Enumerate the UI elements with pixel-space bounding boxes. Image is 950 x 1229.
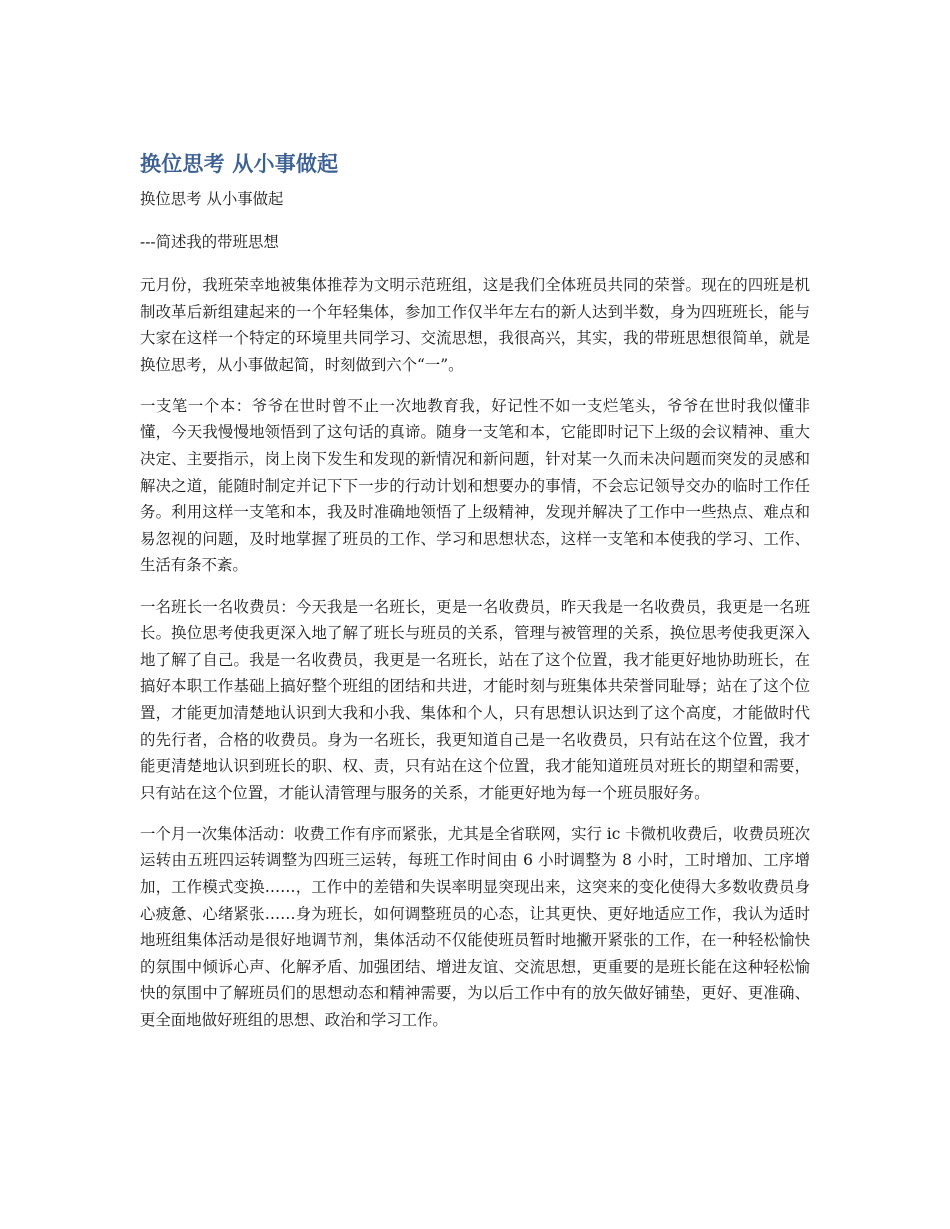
paragraph-intro: 元月份，我班荣幸地被集体推荐为文明示范班组，这是我们全体班员共同的荣誉。现在的四班是机制改革后新组建起来的一个年轻集体，参加工作仅半年左右的新人达到半数，身为四班班长，能与大家在这样一个特定的环境里共同学习、交流思想，我很高兴，其实，我的带班思想很简单，就是换位思考，从小事做起简，时刻做到六个“一”。: [140, 276, 810, 374]
document-subtitle: 换位思考 从小事做起: [140, 190, 284, 208]
paragraph-monthly-activity: 一个月一次集体活动：收费工作有序而紧张，尤其是全省联网，实行 ic 卡微机收费后，收费员班次运转由五班四运转调整为四班三运转，每班工作时间由 6 小时调整为 8 小时，工时增加、工序增加，工作模式变换……，工作中的差错和失误率明显突现出来，这突来的变化使得大多数收费员身心疲惫、心绪紧张……身为班长，如何调整班员的心态，让其更快、更好地适应工作，我认为适时地班组集体活动是很好地调节剂，集体活动不仅能使班员暂时地撇开紧张的工作，在一种轻松愉快的氛围中倾诉心声、化解矛盾、加强团结、增进友谊、交流思想，更重要的是班长能在这种轻松愉快的氛围中了解班员们的思想动态和精神需要，为以后工作中有的放矢做好铺垫，更好、更准确、更全面地做好班组的思想、政治和学习工作。: [140, 824, 810, 1029]
document-title: 换位思考 从小事做起: [140, 152, 339, 176]
paragraph-monitor-and-collector: 一名班长一名收费员：今天我是一名班长，更是一名收费员，昨天我是一名收费员，我更是一名班长。换位思考使我更深入地了解了班长与班员的关系，管理与被管理的关系，换位思考使我更深入地了解了自己。我是一名收费员，我更是一名班长，站在了这个位置，我才能更好地协助班长，在搞好本职工作基础上搞好整个班组的团结和共进，才能时刻与班集体共荣誉同耻辱；站在了这个位置，才能更加清楚地认识到大我和小我、集体和个人，只有思想认识达到了这个高度，才能做时代的先行者，合格的收费员。身为一名班长，我更知道自己是一名收费员，只有站在这个位置，我才能更清楚地认识到班长的职、权、责，只有站在这个位置，我才能知道班员对班长的期望和需要，只有站在这个位置，才能认清管理与服务的关系，才能更好地为每一个班员服好务。: [140, 597, 810, 802]
paragraph-pen-and-notebook: 一支笔一个本：爷爷在世时曾不止一次地教育我，好记性不如一支烂笔头，爷爷在世时我似懂非懂，今天我慢慢地领悟到了这句话的真谛。随身一支笔和本，它能即时记下上级的会议精神、重大决定、主要指示，岗上岗下发生和发现的新情况和新问题，针对某一久而未决问题而突发的灵感和解决之道，能随时制定并记下下一步的行动计划和想要办的事情，不会忘记领导交办的临时工作任务。利用这样一支笔和本，我及时准确地领悟了上级精神，发现并解决了工作中一些热点、难点和易忽视的问题，及时地掌握了班员的工作、学习和思想状态，这样一支笔和本使我的学习、工作、生活有条不紊。: [140, 396, 810, 575]
document-page: [140, 148, 810, 1048]
document-byline: ---简述我的带班思想: [140, 233, 279, 251]
